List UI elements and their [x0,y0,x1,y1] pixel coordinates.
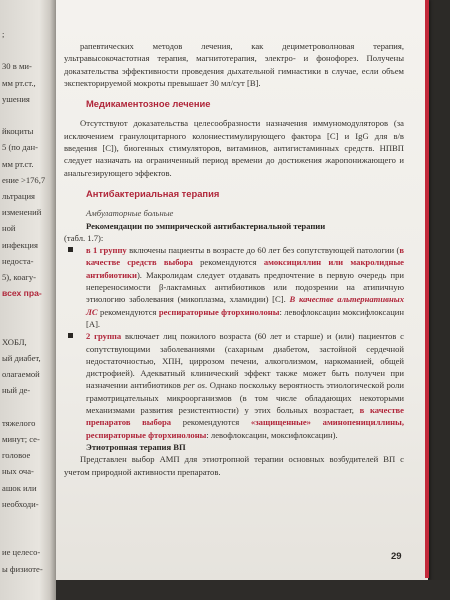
bullet-group-1-text [86,244,404,330]
book-page [56,0,428,580]
left-page-text-fragment: ; [2,29,5,39]
left-page-text-fragment: 5 (по дан- [2,142,38,153]
recommendations-subheading: Рекомендации по эмпирической антибактериальной терапии [86,220,326,231]
etiotropic-heading: Этиотропная терапия ВП [86,441,186,452]
red-page-edge [425,0,429,578]
left-page-text-fragment: ХОБЛ, [2,336,27,347]
left-page-text-fragment: йкоциты [2,126,34,137]
left-page-text-fragment: ый диабет, [2,353,41,363]
group-2-per-os: per os [183,380,205,391]
bullet-group-1 [64,244,404,330]
medication-paragraph: Отсутствуют доказательства целесообразности назначения иммуномодуляторов (за исключением гранулоцитарного колониестимулирующего фактора [С] и IgG для в/в введения [С]), биогенных стимуляторов, витаминов, антигистаминных средств. НПВП следует назначать на ограниченный период времени до достижения жаропонижающего и анальгезирующего эффектов. [64,118,404,178]
left-page-text-fragment: мм рт.ст., [2,77,36,88]
page-content [64,40,404,478]
etiotropic-paragraph: Представлен выбор АМП для этиотропной терапии основных возбудителей ВП с учетом природной активности препаратов. [64,454,404,477]
group-2-choice-label: в качестве препаратов выбора [86,405,404,428]
group-1-text-d: рекомендуются [97,306,159,317]
left-page-text-fragment: изменений [2,207,42,218]
left-page-text-fragment: олагаемой [2,369,40,380]
section-heading-medication: Медикаментозное лечение [86,98,211,110]
left-page-text-fragment: 30 в ми- [2,61,32,72]
left-page-text-fragment: недоста- [2,255,34,266]
section-heading-antibacterial: Антибактериальная терапия [86,187,220,199]
left-page-text-fragment: 5), коагу- [2,272,36,282]
left-page-text-fragment: тяжелого [2,417,36,428]
group-1-alt-drugs: респираторные фторхинолоны [158,306,280,317]
group-1-text-b: рекомендуются [192,257,264,268]
left-page-text-fragment: ие целесо- [2,547,41,558]
group-1-main-drugs: амоксициллин или макролидные антибиотики [86,257,404,280]
bullet-group-2 [64,330,404,453]
left-page-text-fragment: ных оча- [2,466,34,477]
group-2-text-d: : левофлоксацин, моксифлоксацин). [206,429,338,440]
left-page-text-fragment: мм рт.ст. [2,158,34,169]
table-reference: (табл. 1.7): [64,232,104,243]
left-page-text-fragment: ашок или [2,482,37,493]
left-page-text-fragment: головое [2,450,31,461]
group-2-text-a: включает лиц пожилого возраста (60 лет и старше) и (или) пациентов с сопутствующими заболеваниями (сахарным диабетом, застойной сердечной недостаточностью, ХПН, циррозом печени, алкоголизмом, наркоманией, общей дистрофией). Адекватный клинический эффект также может быть получен при назначении антибиотиков [86,331,404,391]
group-2-text-c: рекомендуются [171,417,251,428]
group-1-alt-label: В качестве альтернативных ЛС [86,294,404,317]
group-1-text-a: включены пациенты в возрасте до 60 лет без сопутствующей патологии ( [126,245,400,256]
left-page-text-fragment: минут; се- [2,434,40,444]
left-page-fragment [0,0,56,600]
group-2-drugs: «защищенные» аминопенициллины, респираторные фторхинолоны [86,417,404,440]
left-page-text-fragment: ы физиоте- [2,563,43,574]
group-1-text-e: : левофлоксацин моксифлоксацин [А]. [86,306,404,329]
bullet-square-icon [68,333,73,338]
left-page-text-fragment: необходи- [2,498,39,509]
group-1-choice-label: в качестве средств выбора [86,245,404,268]
group-2-lead: 2 группа [86,331,122,342]
outpatients-subheading: Амбулаторные больные [86,208,174,219]
left-page-text-fragment: всех пра- [2,288,42,299]
left-page-text-fragment: ной [2,223,16,234]
bullet-group-2-text [86,330,404,441]
group-2-text-b: . Однако поскольку вероятность этиологической роли грамотрицательных микроорганизмов (в том числе обладающих некоторыми механизмами развития резистентности) у этих больных возрастает, [86,380,404,416]
left-page-text-fragment: ный де- [2,385,31,396]
page-number: 29 [391,551,402,562]
group-1-text-c: ). Макролидам следует отдавать предпочтение в первую очередь при непереносимости β-лактамных антибиотиков или подозрении на атипичную этиологию заболевания (микоплазма, хламидии) [С]. [86,269,404,305]
background-surface [56,580,450,600]
left-page-text-fragment: ушения [2,93,30,104]
bullet-square-icon [68,247,73,252]
left-page-text-fragment: льтрация [2,191,36,201]
intro-paragraph: рапевтических методов лечения, как дециметроволновая терапия, ультравысокочастотная терапия, магнитотерапия, электро- и фонофорез. Получены доказательства эффективности проведения дыхательной гимнастики в случае, если объем экспекторируемой мокроты превышает 30 мл/сут [В]. [64,41,404,88]
left-page-text-fragment: ение >176,7 [2,174,46,185]
group-1-lead: в 1 группу [86,245,127,256]
left-page-text-fragment: инфекция [2,239,38,250]
